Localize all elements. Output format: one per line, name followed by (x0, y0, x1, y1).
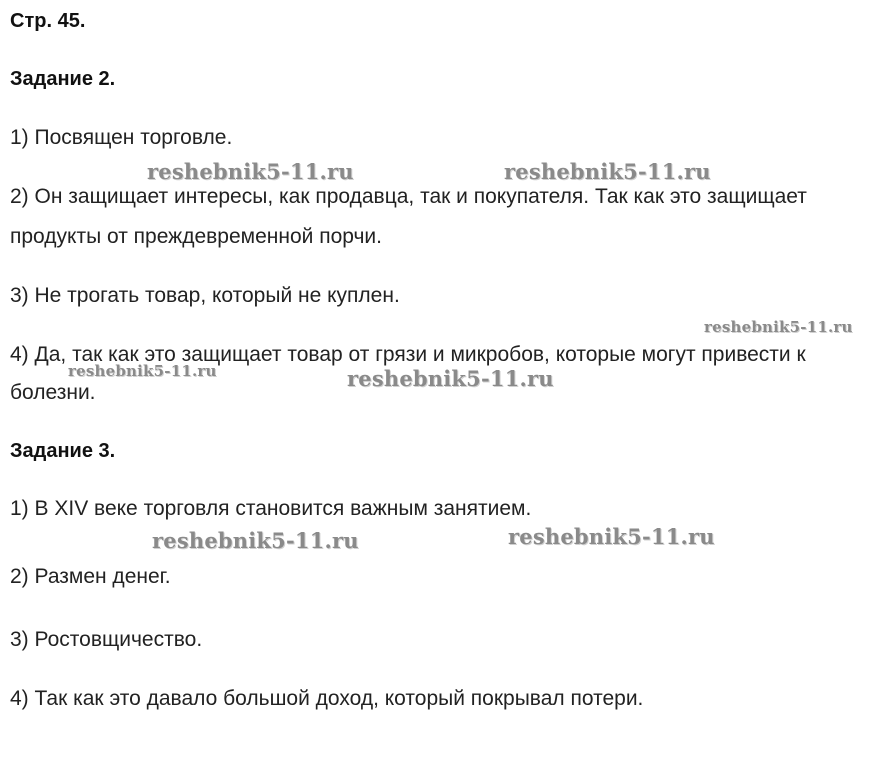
watermark: reshebnik5-11.ru (508, 524, 715, 549)
task-2-answer-4-line-2: болезни. (10, 381, 96, 404)
watermark: reshebnik5-11.ru (68, 362, 217, 380)
task-2-answer-4-line-1: 4) Да, так как это защищает товар от грязи и микробов, которые могут привести к (10, 343, 806, 366)
task-2-title: Задание 2. (10, 68, 116, 90)
task-2-answer-3: 3) Не трогать товар, который не куплен. (10, 284, 400, 307)
task-2-answer-2-line-2: продукты от преждевременной порчи. (10, 225, 382, 248)
task-3-answer-2: 2) Размен денег. (10, 565, 171, 588)
watermark: reshebnik5-11.ru (147, 159, 354, 184)
page-header: Стр. 45. (10, 10, 86, 32)
watermark: reshebnik5-11.ru (347, 366, 554, 391)
watermark: reshebnik5-11.ru (504, 159, 711, 184)
task-2-answer-1: 1) Посвящен торговле. (10, 126, 233, 149)
task-3-title: Задание 3. (10, 440, 116, 462)
task-2-answer-2-line-1: 2) Он защищает интересы, как продавца, так и покупателя. Так как это защищает (10, 185, 807, 208)
watermark: reshebnik5-11.ru (152, 528, 359, 553)
task-3-answer-4: 4) Так как это давало большой доход, который покрывал потери. (10, 687, 644, 710)
task-3-answer-1: 1) В XIV веке торговля становится важным занятием. (10, 497, 532, 520)
watermark: reshebnik5-11.ru (704, 318, 853, 336)
task-3-answer-3: 3) Ростовщичество. (10, 628, 203, 651)
